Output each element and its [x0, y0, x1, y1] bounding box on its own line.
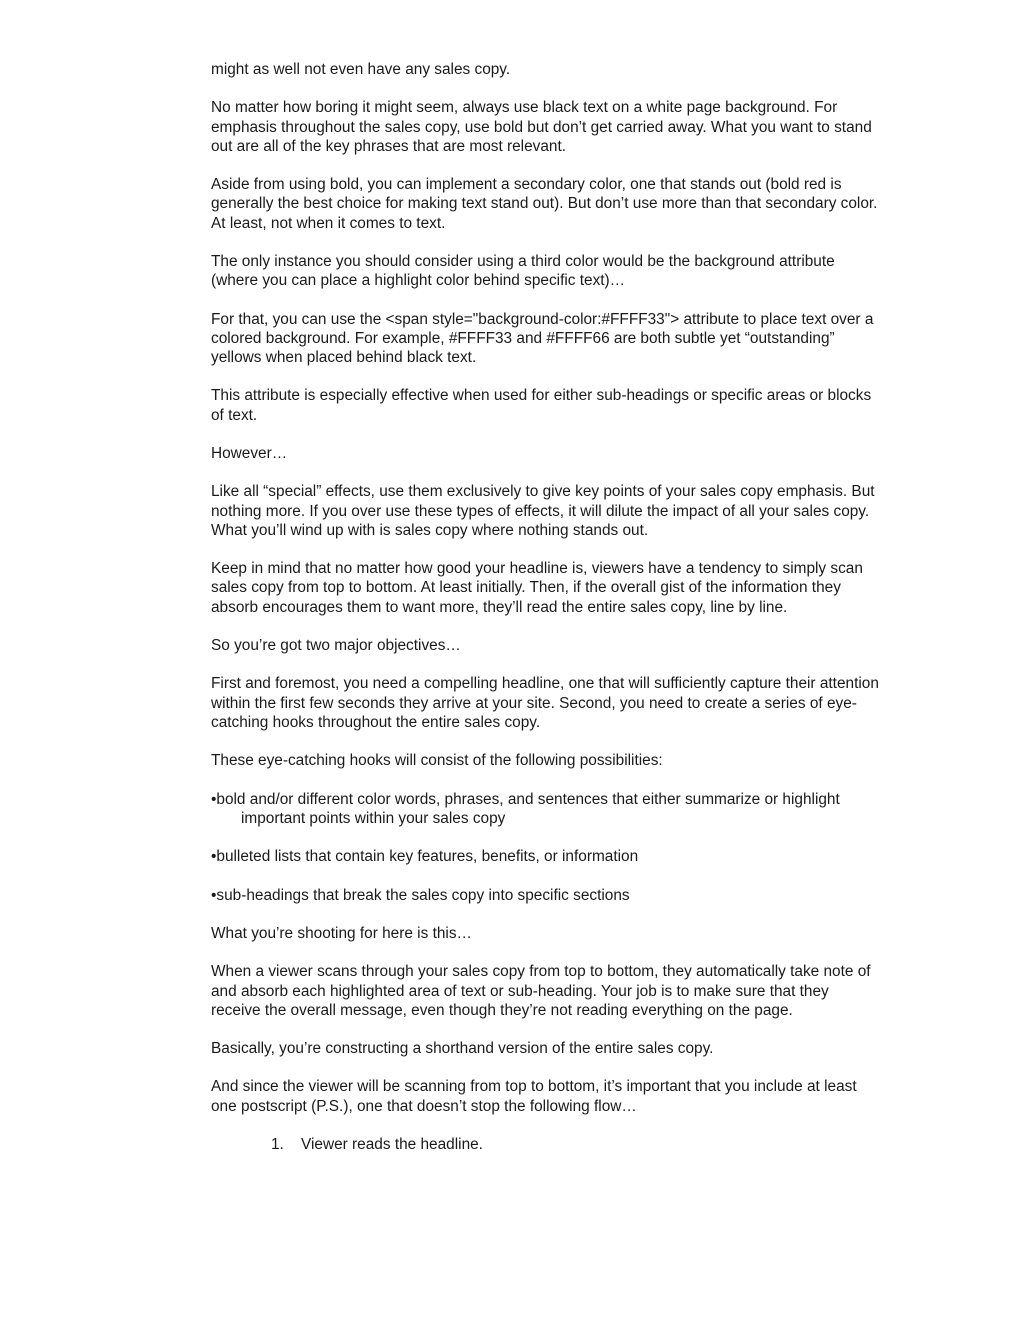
bullet-item: •bulleted lists that contain key features, benefits, or information [211, 848, 639, 866]
paragraph: Basically, you’re constructing a shorthand version of the entire sales copy. [211, 1040, 714, 1058]
bullet-item: •bold and/or different color words, phrases, and sentences that either summarize or highlight important points within your sales copy [211, 790, 840, 827]
paragraph: No matter how boring it might seem, always use black text on a white page background. For emphasis throughout the sales copy, use bold but don’t get carried away. What you want to stand out are all of the key phrases that are most relevant. [211, 99, 872, 155]
paragraph: This attribute is especially effective when used for either sub-headings or specific areas or blocks of text. [211, 387, 872, 424]
paragraph: Like all “special” effects, use them exclusively to give key points of your sales copy emphasis. But nothing more. If you over use these types of effects, it will dilute the impact of all your sales copy. What you’ll wind up with is sales copy where nothing stands out. [211, 483, 875, 539]
paragraph: Aside from using bold, you can implement a secondary color, one that stands out (bold red is generally the best choice for making text stand out). But don’t use more than that secondary color. At least, not when it comes to text. [211, 176, 878, 232]
numbered-list-item [211, 1135, 879, 1154]
paragraph: These eye-catching hooks will consist of the following possibilities: [211, 752, 663, 770]
paragraph: What you’re shooting for here is this… [211, 924, 472, 942]
paragraph: Keep in mind that no matter how good your headline is, viewers have a tendency to simply scan sales copy from top to bottom. At least initially. Then, if the overall gist of the information they absorb encourages them to want more, they’ll read the entire sales copy, line by line. [211, 560, 863, 616]
paragraph: When a viewer scans through your sales copy from top to bottom, they automatically take note of and absorb each highlighted area of text or sub-heading. Your job is to make sure that they receive the overall message, even though they’re not reading everything on the page. [211, 963, 871, 1019]
list-item-text: Viewer reads the headline. [301, 1136, 483, 1154]
paragraph: might as well not even have any sales copy. [211, 61, 511, 78]
paragraph: First and foremost, you need a compelling headline, one that will sufficiently capture their attention within the first few seconds they arrive at your site. Second, you need to create a series of eye-catching hooks throughout the entire sales copy. [211, 675, 879, 731]
list-number: 1. [271, 1136, 284, 1154]
paragraph: So you’re got two major objectives… [211, 636, 461, 654]
paragraph: The only instance you should consider using a third color would be the background attribute (where you can place a highlight color behind specific text)… [211, 252, 835, 290]
paragraph: For that, you can use the <span style="background-color:#FFFF33"> attribute to place text over a colored background. For example, #FFFF33 and #FFFF66 are both subtle yet “outstanding” yellows when placed behind black text. [211, 310, 874, 366]
document-page [211, 60, 879, 1173]
bullet-item: •sub-headings that break the sales copy into specific sections [211, 886, 630, 904]
paragraph: And since the viewer will be scanning from top to bottom, it’s important that you include at least one postscript (P.S.), one that doesn’t stop the following flow… [211, 1078, 857, 1115]
paragraph: However… [211, 444, 288, 462]
